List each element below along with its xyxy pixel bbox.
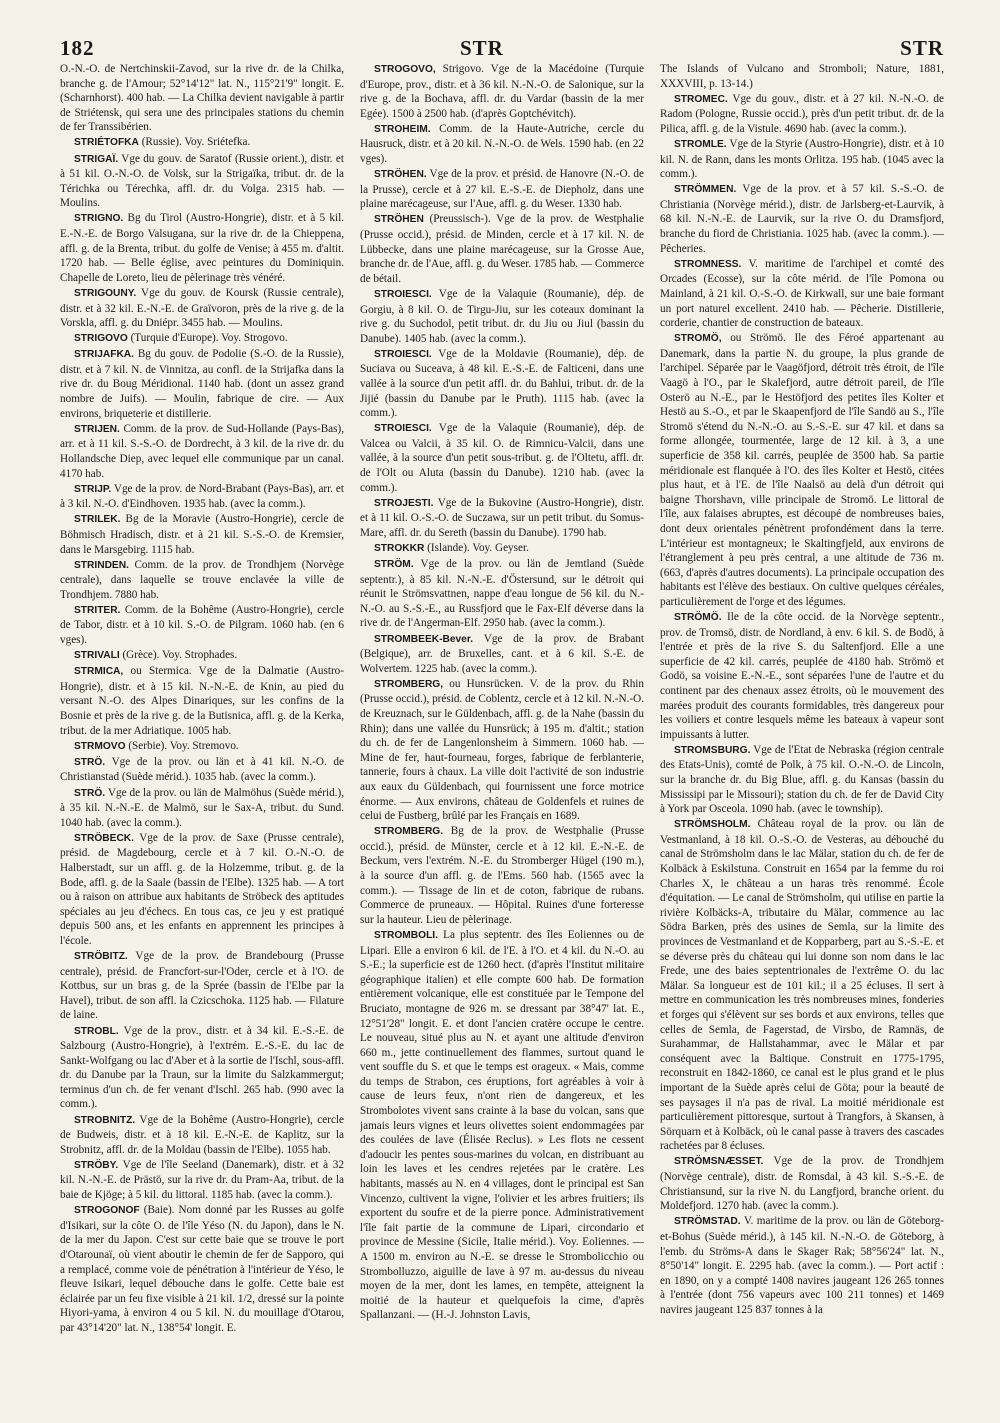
entry-headword: STRIGOVO xyxy=(74,333,128,345)
entry-text: ou Hunsrücken. V. de la prov. du Rhin (Prusse occid.), présid. de Coblentz, cercle et à 12 kil. N.-N.-O. de Kreuznach, sur le Güldenbach, affl. g. de la Nahe (bassin du Rhin); dans une vallée du Hunsrück; à 195 m. d'altit.; station du ch. de fer de Langenlonsheim à Simmern. 1060 hab. — Mine de fer, haut-fourneau, forges, fabrique de ferblanterie, tannerie, fours à chaux. La ville doit l'activité de son industrie aux eaux du Güldenbach, qui fournissent une force motrice énorme. — Aux environs, château de Goldenfels et ruines de celui de Fustberg, brûlé par les Français en 1689. xyxy=(360,677,644,823)
entry-headword: STRIJEN. xyxy=(74,423,120,435)
dictionary-entry xyxy=(60,558,344,603)
entry-text: (Baie). Nom donné par les Russes au golfe d'Isikari, sur la côte O. de l'île Yéso (N. du Japon), dans le N. de la mer du Japon. C'est sur cette baie que se trouve le port d'Otarounaï, où vient aboutir le chemin de fer de Sapporo, qui a remplacé, comme voie de pénétration à l'intérieur de Yéso, le fleuve Isikari, lequel débouche dans le golfe. Cette baie est éclairée par un feu fixe visible à 21 kil. 1/2, dressé sur la pointe Hiyori-yama, à environ 4 ou 5 kil. N. du mouillage d'Otarou, par 43°14'20" lat. N., 138°54' longit. E. xyxy=(60,1204,344,1334)
dictionary-entry xyxy=(660,610,944,742)
entry-text: Vge de la prov. de Trondhjem (Norvège centrale), distr. de Romsdal, à 43 kil. S.-S.-E. de Christiansund, sur la rive N. du Langfjord, branche orient. du Moldefjord. 1270 hab. (avec la comm.). xyxy=(660,1155,944,1213)
entry-headword: STRÖMSHOLM. xyxy=(674,819,751,831)
entry-text: Vge de la prov. ou län de Jemtland (Suède septentr.), à 85 kil. N.-N.-E. d'Östersund, sur le détroit qui réunit le Strömsvattnen, nappe d'eau longue de 56 kil. du N.-N.-O. au S.-S.-E., au Russfjord que le Fax-Elf déverse dans la rive dr. de l'Angerman-Elf. 2950 hab. (avec la comm.). xyxy=(360,558,644,630)
entry-headword: STRIJAFKA. xyxy=(74,349,134,361)
dictionary-columns xyxy=(60,62,944,1390)
dictionary-entry xyxy=(360,421,644,495)
entry-headword: STROMEC. xyxy=(674,93,728,105)
dictionary-entry xyxy=(360,557,644,631)
entry-headword: STROMBERG, xyxy=(374,678,444,690)
dictionary-entry xyxy=(660,1214,944,1317)
entry-text: Vge de la Bukovine (Austro-Hongrie), distr. et à 11 kil. O.-S.-O. de Suczawa, sur un petit tribut. du Somus-Mare, affl. dr. du Sereth (bassin du Danube). 1790 hab. xyxy=(360,496,644,539)
entry-text: ou Strömö. Ile des Féroé appartenant au Danemark, dans la partie N. du groupe, la plus grande de l'archipel. Séparée par le Vaagöfjord, détroit très étroit, de l'île Vaagö à l'O., par le Skalefjord, autre détroit pareil, de l'île Osterö au N.-E., par le Hestöfjord des petites îles Kolter et Hestö au S.-O., et par le Skaapenfjord de l'île Sandö au S., l'île Stromö s'étend du N.-N.-O. au S.-S.-E. sur 47 kil. et dans sa forme allongée, tourmentée, large de 12 kil. à 3, a une superficie de 358 kil. carrés, peuplée de 3500 hab. Sa partie méridionale est flanquée à l'O. des îles Kolter et Hestö, citées plus haut, et à l'E. de l'île Naalsö au delà d'un détroit qui baigne Thorshavn, ville principale de Stromö. Le littoral de l'île, aux falaises abruptes, est découpé de nombreuses baies, dont deux orientales pénètrent profondément dans la terre. L'intérieur est montagneux; le Skaltingfjeld, aux environs de l'étranglement à peu près central, a une altitude de 736 m. (663, d'après d'autres documents). La principale occupation des habitants est l'élève des bestiaux. On cultive quelques céréales, particulièrement de l'orge et des légumes. xyxy=(660,332,944,608)
entry-text: Ile de la côte occid. de la Norvège septentr., prov. de Tromsö, distr. de Nordland, à env. 6 kil. S. de Bodö, à l'entrée et près de la rive S. du Saltenfjord. Elle a une superficie de 42 kil. carrés, peuplée de 4180 hab. Strömö et Godö, sa voisine E.-N.-E., sont séparées l'une de l'autre et du continent par des chenaux assez étroits, où le mouvement des marées produit des courants formidables, très dangereux pour les voiliers et contre lesquels même les bateaux à vapeur sont impuissants à lutter. xyxy=(660,610,944,741)
entry-headword: STROBL. xyxy=(74,1025,119,1037)
entry-headword: STRÖHEN. xyxy=(374,169,427,181)
entry-headword: STRÖMSNÆSSET. xyxy=(674,1156,764,1168)
entry-headword: STRIGNO. xyxy=(74,213,124,225)
entry-text: V. maritime de l'archipel et comté des Orcades (Ecosse), sur la côte mérid. de l'île Pomona ou Mainland, à 21 kil. O.-S.-O. de Kirkwall, sur une baie formant un port naturel excellent. 2410 hab. — Pêcherie. Distillerie, corderie, chantier de construction de bateaux. xyxy=(660,257,944,330)
entry-headword: STRIGOUNY. xyxy=(74,287,137,299)
dictionary-entry xyxy=(60,603,344,648)
entry-text: (Grèce). Voy. Strophades. xyxy=(122,649,238,662)
dictionary-entry xyxy=(60,1113,344,1158)
dictionary-entry xyxy=(660,137,944,182)
entry-text: Vge de la prov. de Brabant (Belgique), arr. de Bruxelles, cant. et à 6 kil. S.-E. de Wolvertem. 1225 hab. (avec la comm.). xyxy=(360,632,644,675)
entry-text: Vge de la prov. de Saxe (Prusse centrale), présid. de Magdebourg, cercle et à 7 kil. O.-N.-O. de Halberstadt, sur un affl. g. de la Holzemme, tribut. g. de la Bode, affl. g. de la Saale (bassin de l'Elbe). 1325 hab. — A tort ou à raison on attribue aux habitants de Ströbeck des aptitudes spéciales au jeu d'échecs. En tous cas, ce jeu y est pratiqué depuis 500 ans, et les enfants en apprennent les principes à l'école. xyxy=(60,831,344,947)
entry-headword: STRÖ. xyxy=(74,756,106,768)
entry-text: (Preussisch-). Vge de la prov. de Westphalie (Prusse occid.), présid. de Minden, cercle et à 17 kil. N. de Lübbecke, dans une plaine marécageuse, sur la Grosse Aue, branche dr. de l'Aue, affl. g. du Weser. 1785 hab. — Commerce de bétail. xyxy=(360,213,644,285)
entry-text: Vge de la Moldavie (Roumanie), dép. de Suciava ou Suceava, à 48 kil. E.-S.-E. de Falticeni, dans une vallée à la source d'un petit affl. dr. du Bahlui, tribut. dr. de la Jijié (bassin du Danube par le Pruth). 1115 hab. (avec la comm.). xyxy=(360,347,644,420)
entry-text: Bg du gouv. de Podolie (S.-O. de la Russie), distr. et à 7 kil. N. de Vinnitza, au confl. de la Strijafka dans la rive dr. du Boug Méridional. 1140 hab. (dont un assez grand nombre de Juifs). — Moulin, fabrique de cire. — Aux environs, briqueterie et distillerie. xyxy=(60,348,344,420)
dictionary-entry xyxy=(60,755,344,785)
dictionary-entry xyxy=(660,257,944,331)
entry-headword: STROKKR xyxy=(374,543,425,554)
dictionary-entry xyxy=(60,422,344,481)
entry-headword: STROIESCI. xyxy=(374,423,432,435)
entry-text: (Turquie d'Europe). Voy. Strogovo. xyxy=(130,332,288,345)
dictionary-entry xyxy=(60,512,344,557)
entry-headword: STRILEK. xyxy=(74,514,121,526)
entry-text: Comm. de la Haute-Autriche, cercle du Hausruck, distr. et à 20 kil. N.-N.-O. de Wels. 1590 hab. (en 22 vges). xyxy=(360,122,644,166)
entry-text: (Islande). Voy. Geyser. xyxy=(427,542,529,554)
dictionary-entry xyxy=(60,831,344,949)
dictionary-entry xyxy=(360,167,644,212)
entry-headword: STRÖBY. xyxy=(74,1159,119,1171)
entry-text: Bg de la Moravie (Austro-Hongrie), cercle de Böhmisch Hradisch, distr. et à 21 kil. S.-S.-O. de Kremsier, dans le Marsgebirg. 1115 hab. xyxy=(60,513,344,556)
dictionary-entry xyxy=(360,287,644,346)
dictionary-entry xyxy=(60,949,344,1023)
dictionary-entry xyxy=(360,541,644,557)
dictionary-entry xyxy=(60,331,344,347)
dictionary-entry xyxy=(360,928,644,1323)
entry-headword: STROGONOF xyxy=(74,1205,140,1217)
entry-headword: STROMBEEK-Bever. xyxy=(374,633,474,645)
dictionary-entry xyxy=(60,62,344,135)
entry-text: Vge de la Valaquie (Roumanie), dép. de Valcea ou Valcii, à 35 kil. O. de Rimnicu-Valcii, dans une vallée, à la source d'un petit sous-tribut. g. de l'Oltetu, affl. dr. de l'Olt ou Aluta (bassin du Danube). 1210 hab. (avec la comm.). xyxy=(360,422,644,494)
entry-text: Vge de la Bohême (Austro-Hongrie), cercle de Budweis, distr. et à 18 kil. E.-N.-E. de Kaplitz, sur la Strobnitz, affl. dr. de la Moldau (bassin de l'Elbe). 1055 hab. xyxy=(60,1113,344,1156)
entry-headword: STRIVALI xyxy=(74,650,120,662)
dictionary-entry xyxy=(60,286,344,331)
column-left xyxy=(60,62,344,1390)
entry-headword: STROMNESS. xyxy=(674,258,742,270)
page-number: 182 xyxy=(60,36,95,60)
entry-headword: STRÖHEN xyxy=(374,214,424,226)
entry-headword: STRÖ. xyxy=(74,787,106,799)
dictionary-entry xyxy=(660,92,944,137)
dictionary-entry xyxy=(60,482,344,512)
entry-text: (Russie). Voy. Sriétefka. xyxy=(141,136,251,149)
entry-text: Comm. de la prov. de Trondhjem (Norvège centrale), dans laquelle se trouve enclavée la ville de Trondhjem. 7880 hab. xyxy=(60,558,344,601)
entry-text: Vge du gouv., distr. et à 27 kil. N.-N.-O. de Radom (Pologne, Russie occid.), près d'un petit tribut. dr. de la Pilica, affl. g. de la Vistule. 4690 hab. (avec la comm.). xyxy=(660,92,944,135)
dictionary-entry xyxy=(360,824,644,927)
dictionary-entry xyxy=(660,182,944,256)
entry-text: La plus septentr. des îles Eoliennes ou de Lipari. Elle a environ 6 kil. de l'E. à l'O. et 4 kil. du N.-O. au S.-E.; la superficie est de 1260 hect. (d'après l'Institut militaire géographique italien) et elle compte 600 hab. De formation entièrement volcanique, elle est constituée par le Tempone del Bruciato, montagne de 926 m. se dressant par 38°47' lat. E., 12°51'28" longit. E. et dont l'ancien cratère occupe le centre. Le nouveau, situé plus au N. et ayant une altitude d'environ 660 m., jette continuellement des flammes, surtout quand le vent souffle du S. et que le temps est orageux. « Mais, comme du temps de Strabon, ces éruptions, fort agréables à voir à cause de leurs feux, n'ont rien de dangereux, et les Strombolotes vivent sans crainte à la base du volcan, sans que jamais leurs vignes et leurs olivettes soient endommagées par des coulées de lave (Élisée Reclus). » Les flots ne cessent d'adoucir les pentes sous-marines du volcan, en distribuant au loin les laves et les cendres rejetées par le cratère. Les habitants, massés au N. en 4 villages, dont le principal est San Vincenzo, cultivent la vigne, l'olivier et les arbres fruitiers; ils exportent du soufre et de la pierre ponce. Administrativement l'île fait partie de la commune de Lipari, circondario et province de Messine (Sicile, Italie mérid.). Voy. Eoliennes. — A 1500 m. environ au N.-E. se dresse le Strombolicchio ou Strombolluzzo, aiguille de lave à 97 m. au-dessus du niveau moyen de la mer, dont les lames, en tempête, atteignent la moitié de la hauteur et quelquefois la cime, d'après Spallanzani. — (H.-J. Johnston Lavis, xyxy=(360,928,644,1322)
entry-text: Château royal de la prov. ou län de Vestmanland, à 18 kil. O.-S.-O. de Vesteras, au débouché du canal de Strömsholm dans le lac Mälar, station du ch. de fer de Kolbäck à Eskilstuna. Construit en 1654 par la femme du roi Charles X, le château a un haras très renommé. École d'équitation. — Le canal de Strömsholm, qui utilise en partie la rivière Kolbäcks-A, tributaire du Mälar, commence au lac Södra Barken, près des usines de Semla, sur la limite des provinces de Vestmanland et de Kopparberg, part au S.-S.-E. et se déverse près du château qui lui donne son nom dans le lac Frede, une des baies septentrionales de l'extrême O. du lac Mälar. Sa longueur est de 101 kil.; il a 25 écluses. Il sert à mettre en communication les très nombreuses mines, fonderies et forges qui s'élèvent sur ses bords et aux environs, telles que celles de Semla, de Fagerstad, de Virsbo, de Ramnäs, de Surahammar, de Hallstahammar, avec le Mälar et par conséquent avec la Baltique. Construit en 1775-1795, reconstruit en 1842-1860, ce canal est le plus grand et le plus important de la Suède après celui de Göta; pour la beauté de ses paysages il n'a pas de rival. La moitié méridionale est particulièrement pittoresque, surtout à Trangfors, à Skansen, à Sörquarn et à Kolbäck, où le canal passe à travers des cascades rachetées par 8 écluses. xyxy=(660,818,944,1153)
entry-text: Vge de la prov., distr. et à 34 kil. E.-S.-E. de Salzbourg (Austro-Hongrie), à l'extrém. E.-S.-E. du lac de Sankt-Wolfgang ou lac d'Aber et à la sortie de l'Ischl, sous-affl. dr. du Danube par la Traun, sur la limite du Salzkammergut; terminus d'un ch. de fer venant d'Ischl. 265 hab. (990 avec la comm.). xyxy=(60,1024,344,1111)
entry-text: Comm. de la prov. de Sud-Hollande (Pays-Bas), arr. et à 11 kil. S.-S.-O. de Dordrecht, à 3 kil. de la rive dr. du Hollandsche Diep, avec lequel elle communique par un canal. 4170 hab. xyxy=(60,422,344,480)
dictionary-entry xyxy=(360,347,644,421)
entry-text: Vge de la prov. de Brandebourg (Prusse centrale), présid. de Francfort-sur-l'Oder, cercle et à l'O. de Kottbus, sur un bras g. de la Sprée (bassin de l'Elbe par la Havel), tribut. de son affl. la Czicschoka. 1125 hab. — Filature de laine. xyxy=(60,950,344,1022)
entry-text: Vge de l'île Seeland (Danemark), distr. et à 32 kil. N.-N.-E. de Prästö, sur la rive dr. du Pram-Aa, tribut. de la baie de Kjöge; à 5 kil. du littoral. 1185 hab. (avec la comm.). xyxy=(60,1158,344,1202)
entry-text: Vge de la Styrie (Austro-Hongrie), distr. et à 10 kil. N. de Rann, dans les monts Orlitza. 195 hab. (1045 avec la comm.). xyxy=(660,137,944,181)
column-middle xyxy=(360,62,644,1390)
dictionary-entry xyxy=(60,739,344,755)
dictionary-entry xyxy=(60,664,344,738)
entry-text: Comm. de la Bohême (Austro-Hongrie), cercle de Tabor, distr. et à 10 kil. S.-O. de Pilgram. 1060 hab. (en 6 vges). xyxy=(60,603,344,647)
dictionary-entry xyxy=(660,743,944,817)
entry-headword: STROIESCI. xyxy=(374,288,432,300)
dictionary-entry xyxy=(60,1158,344,1203)
dictionary-entry xyxy=(60,152,344,211)
dictionary-entry xyxy=(360,496,644,541)
dictionary-entry xyxy=(60,1024,344,1113)
dictionary-entry xyxy=(360,212,644,286)
entry-text: Vge de la Valaquie (Roumanie), dép. de Gorgiu, à 8 kil. O. de Tirgu-Jiu, sur les coteaux dominant la rive g. du Suchodol, petit tribut. dr. du Jiu ou Jiul (bassin du Danube). 1405 hab. (avec la comm.). xyxy=(360,287,644,345)
dictionary-entry xyxy=(60,347,344,421)
entry-text: Vge du gouv. de Saratof (Russie orient.), distr. et à 51 kil. O.-N.-O. de Volsk, sur la Strigaïka, tribut. dr. de la Térichka ou Térechka, affl. dr. du Volga. 2315 hab. — Moulins. xyxy=(60,152,344,210)
dictionary-entry xyxy=(60,786,344,831)
dictionary-entry xyxy=(660,62,944,91)
entry-headword: STROMÖ, xyxy=(674,333,722,345)
dictionary-entry xyxy=(360,632,644,677)
entry-headword: STRINDEN. xyxy=(74,559,129,571)
dictionary-entry xyxy=(360,122,644,167)
entry-text: The Islands of Vulcano and Stromboli; Nature, 1881, XXXVIII, p. 13-14.) xyxy=(660,63,944,90)
entry-headword: STROMSBURG. xyxy=(674,744,751,756)
entry-text: Vge de la prov. et présid. de Hanovre (N.-O. de la Prusse), cercle et à 27 kil. E.-S.-E. de Diepholz, dans une plaine marécageuse, sur l'Aue, affl. g. du Weser. 1330 hab. xyxy=(360,168,644,211)
dictionary-entry xyxy=(60,648,344,664)
entry-headword: STRMICA, xyxy=(74,666,124,678)
running-head-right: STR xyxy=(900,36,944,60)
entry-headword: STROMBERG. xyxy=(374,826,444,838)
entry-headword: STRÖMÖ. xyxy=(674,611,722,623)
dictionary-entry xyxy=(360,677,644,824)
entry-text: Vge du gouv. de Koursk (Russie centrale), distr. et à 32 kil. E.-N.-E. de Graïvoron, près de la rive g. de la Vorskla, affl. g. du Dniépr. 3455 hab. — Moulins. xyxy=(60,286,344,330)
entry-text: Vge de l'Etat de Nebraska (région centrale des Etats-Unis), comté de Polk, à 75 kil. O.-N.-O. de Lincoln, sur la branche dr. du Big Blue, affl. g. du Kansas (bassin du Mississipi par le Missouri); station du ch. de fer de David City à York par Osceola. 1090 hab. (avec le township). xyxy=(660,743,944,816)
entry-text: ou Stermica. Vge de la Dalmatie (Austro-Hongrie), distr. et à 15 kil. N.-N.-E. de Knin, au pied du versant N.-O. des Alpes Dinariques, sur les confins de la Bosnie et près de la rive g. de la Butisnica, affl. g. de la Kerka, tribut. de la mer Adriatique. 1005 hab. xyxy=(60,665,344,737)
entry-headword: STROJESTI. xyxy=(374,497,434,509)
entry-text: O.-N.-O. de Nertchinskii-Zavod, sur la rive dr. de la Chilka, branche g. de l'Amour; 52°14'12" lat. N., 115°21'9" longit. E. (Scharnhorst). 400 hab. — La Chilka devient navigable à partir de Striétensk, qui sera une des principales stations du chemin de fer Transsibérien. xyxy=(60,63,344,134)
entry-headword: STROIESCI. xyxy=(374,348,432,360)
dictionary-entry xyxy=(360,62,644,121)
entry-text: Bg du Tirol (Austro-Hongrie), distr. et à 5 kil. E.-N.-E. de Borgo Valsugana, sur la rive dr. de la Chieppena, affl. g. de la Brenta, tribut. du golfe de Venise; à 455 m. d'altit. 1720 hab. — Belle église, avec peintures du Dominiquin. Chapelle de Loreto, lieu de pèlerinage très vénéré. xyxy=(60,212,344,284)
entry-headword: STROBNITZ. xyxy=(74,1114,136,1126)
entry-headword: STROHEIM. xyxy=(374,123,431,135)
entry-text: Vge de la prov. ou län de Malmöhus (Suède mérid.), à 35 kil. N.-N.-E. de Malmö, sur le Sax-A, tribut. du Sund. 1040 hab. (avec la comm.). xyxy=(60,786,344,829)
dictionary-entry xyxy=(60,135,344,151)
entry-text: Vge de la prov. et à 57 kil. S.-S.-O. de Christiania (Norvège mérid.), distr. de Jarlsberg-et-Laurvik, à 68 kil. N.-N.-E. de Laurvik, sur la rive O. du Dramsfjord, branche du fiord de Christiania. 1025 hab. (avec la comm.). — Pêcheries. xyxy=(660,183,944,255)
entry-headword: STRIÉTOFKA xyxy=(74,137,139,149)
entry-headword: STROGOVO, xyxy=(374,64,436,75)
entry-headword: STRITER. xyxy=(74,604,121,616)
entry-headword: STRÖBECK. xyxy=(74,832,134,844)
dictionary-entry xyxy=(660,1154,944,1213)
entry-text: (Serbie). Voy. Stremovo. xyxy=(128,739,239,752)
entry-headword: STROMBOLI. xyxy=(374,929,438,941)
entry-text: Vge de la prov. de Nord-Brabant (Pays-Bas), arr. et à 3 kil. N.-O. d'Eindhoven. 1935 hab. (avec la comm.). xyxy=(60,482,344,511)
entry-text: V. maritime de la prov. ou län de Göteborg-et-Bohus (Suède mérid.), à 145 kil. N.-N.-O. de Göteborg, à l'emb. du Ströms-A dans le Skager Rak; 58°56'24" lat. N., 8°50'14" longit. E. 2295 hab. (avec la comm.). — Port actif : en 1890, on y a compté 1408 navires jaugeant 126 265 tonnes à l'entrée (dont 756 vapeurs avec 100 211 tonnes) et 1469 navires jaugeant 125 837 tonnes à la xyxy=(660,1215,944,1316)
entry-text: Strigovo. Vge de la Macédoine (Turquie d'Europe, prov., distr. et à 36 kil. N.-N.-O. de Salonique, sur la rive g. de la Bochava, affl. dr. du Vardar (bassin de la mer Egée). 1500 à 2500 hab. (d'après Goptchévitch). xyxy=(360,63,644,120)
entry-headword: STRÖMSTAD. xyxy=(674,1216,741,1228)
dictionary-entry xyxy=(660,331,944,609)
entry-text: Bg de la prov. de Westphalie (Prusse occid.), présid. de Münster, cercle et à 12 kil. E.-N.-E. de Beckum, vers l'extrém. N.-E. du Stromberger Hügel (190 m.), à la source d'un affl. g. de l'Ems. 560 hab. (1565 avec la comm.). — Tissage de lin et de coton, fabrique de rubans. Commerce de pruneaux. — Hôpital. Ruines d'une forteresse sur la hauteur. Lieu de pèlerinage. xyxy=(360,825,644,926)
entry-headword: STRMOVO xyxy=(74,740,126,752)
dictionary-entry xyxy=(60,1203,344,1335)
entry-headword: STRÖM. xyxy=(374,559,414,571)
running-head-center: STR xyxy=(460,36,504,60)
entry-headword: STRÖMMEN. xyxy=(674,184,737,196)
entry-text: Vge de la prov. ou län et à 41 kil. N.-O. de Christianstad (Suède mérid.). 1035 hab. (avec la comm.). xyxy=(60,755,344,784)
dictionary-entry xyxy=(660,817,944,1154)
entry-headword: STROMLE. xyxy=(674,138,727,150)
entry-headword: STRIGAÏ. xyxy=(74,153,119,165)
dictionary-entry xyxy=(60,211,344,285)
column-right xyxy=(660,62,944,1390)
entry-headword: STRIJP. xyxy=(74,483,112,495)
entry-headword: STRÖBITZ. xyxy=(74,951,128,963)
